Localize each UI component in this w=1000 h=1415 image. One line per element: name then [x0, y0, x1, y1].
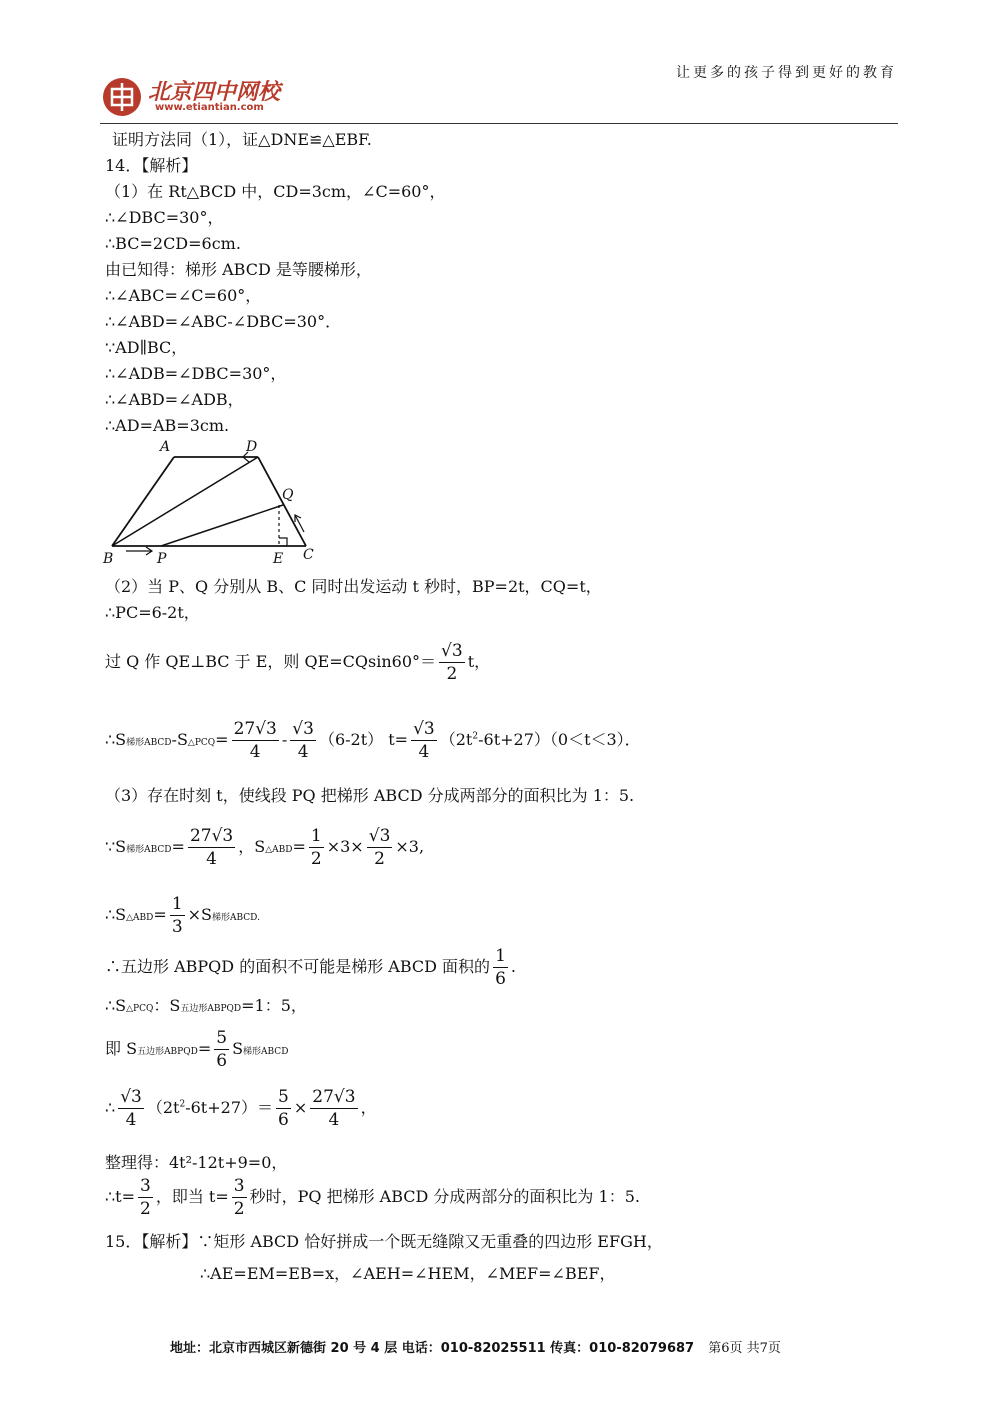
edge-ba — [112, 457, 174, 546]
text-line: ∴PC=6-2t， — [105, 603, 200, 622]
text-line: ∴∠ADB=∠DBC=30°， — [105, 364, 287, 383]
fraction: $\frac{1}{6}$ — [495, 946, 506, 989]
right-angle-e — [279, 538, 287, 546]
text-line: ∴AD=AB=3cm. — [105, 416, 230, 435]
text-line: （1）在 Rt△BCD 中，CD=3cm，∠C=60°， — [105, 182, 446, 201]
label-a: A — [160, 439, 171, 455]
label-p: P — [157, 551, 167, 567]
header-divider — [100, 123, 898, 124]
fraction: $\frac{√3}{4}$ — [292, 719, 314, 762]
text-line: （3）存在时刻 t，使线段 PQ 把梯形 ABCD 分成两部分的面积比为 1：5. — [105, 786, 635, 805]
logo-url: www.etiantian.com — [155, 102, 264, 113]
fraction: $\frac{1}{2}$ — [310, 826, 322, 869]
header-slogan: 让更多的孩子得到更好的教育 — [676, 65, 897, 81]
formula-text: t， — [467, 652, 491, 671]
formula-area-diff: ∴S梯形ABCD-S△PCQ= $\frac{27√3}{4}$ - $\frac{√3}{4}$ （6-2t） t= $\frac{√3}{4}$ $(2t^2-6t+27)(0<t<3)$． — [105, 719, 641, 762]
text-line: ∴∠ABD=∠ADB， — [105, 390, 244, 409]
fraction: $\frac{1}{3}$ — [171, 894, 183, 937]
fraction: $\frac{5}{6}$ — [216, 1028, 228, 1071]
text-line: 证明方法同（1），证△DNE≌△EBF. — [112, 130, 372, 149]
section-heading-14: 14．【解析】 — [105, 156, 198, 175]
footer-address: 地址：北京市西城区新德街 20 号 4 层 电话：010-82025511 传真：010-82079687 — [170, 1341, 695, 1356]
formula-qe — [105, 640, 490, 685]
text-line: ∴AE=EM=EB=x，∠AEH=∠HEM，∠MEF=∠BEF， — [200, 1264, 616, 1283]
formula-ratio: ∴S△ABD= $\frac{1}{3}$ ×S梯形ABCD. — [105, 894, 260, 937]
fraction: $\frac{27√3}{4}$ — [233, 719, 277, 762]
text-line: ∵AD∥BC， — [105, 338, 188, 357]
text-line: ∴∠ABC=∠C=60°， — [105, 286, 262, 305]
logo — [100, 75, 290, 119]
fraction: $\frac{√3}{4}$ — [120, 1087, 142, 1130]
label-e: E — [273, 551, 284, 567]
page-number: 第6页 共7页 — [708, 1341, 781, 1356]
segment-pq — [161, 505, 283, 546]
text-line: （2）当 P、Q 分别从 B、C 同时出发运动 t 秒时，BP=2t，CQ=t， — [105, 577, 602, 596]
fraction: $\frac{3}{2}$ — [233, 1176, 245, 1219]
formula-pentagon: ∴五边形 ABPQD 的面积不可能是梯形 ABCD 面积的 $\frac{1}{6}$ . — [105, 946, 516, 989]
logo-text: 北京四中网校 — [148, 79, 281, 105]
text-line: 整理得：4t²-12t+9=0， — [105, 1153, 288, 1172]
formula-equation: ∴ $\frac{√3}{4}$ $(2t^2-6t+27)=$ $\frac{5}{6}$ × $\frac{27√3}{4}$ ， — [105, 1087, 377, 1130]
label-d: D — [246, 439, 258, 455]
fraction: $\frac{27√3}{4}$ — [189, 826, 234, 869]
diagonal-bd — [112, 457, 258, 546]
fraction: $\frac{√3}{2}$ — [368, 826, 391, 869]
text-line: ∴BC=2CD=6cm. — [105, 234, 241, 253]
fraction: $\frac{27√3}{4}$ — [312, 1087, 356, 1130]
formula-pentagon-area: 即 S五边形ABPQD= $\frac{5}{6}$ S梯形ABCD — [105, 1028, 289, 1071]
text-line: ∴∠DBC=30°， — [105, 208, 224, 227]
fraction: $\frac{3}{2}$ — [140, 1176, 151, 1219]
formula-ratio-15: ∴S△PCQ：S五边形ABPQD=1：5， — [105, 996, 307, 1015]
text-line: ∴∠ABD=∠ABC-∠DBC=30°． — [105, 312, 342, 331]
trapezoid-figure — [100, 437, 330, 571]
label-q: Q — [282, 487, 294, 503]
footer — [170, 1337, 781, 1356]
section-heading-15: 15．【解析】∵矩形 ABCD 恰好拼成一个既无缝隙又无重叠的四边形 EFGH， — [105, 1232, 663, 1251]
fraction: $\frac{√3}{2}$ — [441, 641, 463, 684]
fraction: $\frac{√3}{4}$ — [413, 719, 435, 762]
formula-solution: ∴t= $\frac{3}{2}$ ，即当 t= $\frac{3}{2}$ 秒时，PQ 把梯形 ABCD 分成两部分的面积比为 1：5. — [105, 1176, 640, 1219]
label-b: B — [103, 551, 114, 567]
fraction: $\frac{5}{6}$ — [278, 1087, 289, 1130]
label-c: C — [303, 547, 314, 563]
formula-areas: ∵S梯形ABCD= $\frac{27√3}{4}$ ，S△ABD= $\frac{1}{2}$ ×3× $\frac{√3}{2}$ ×3, — [105, 826, 425, 869]
text-line: 由已知得：梯形 ABCD 是等腰梯形， — [105, 260, 372, 279]
formula-text: 过 Q 作 QE⊥BC 于 E，则 QE=CQsin60°＝ — [105, 652, 437, 671]
